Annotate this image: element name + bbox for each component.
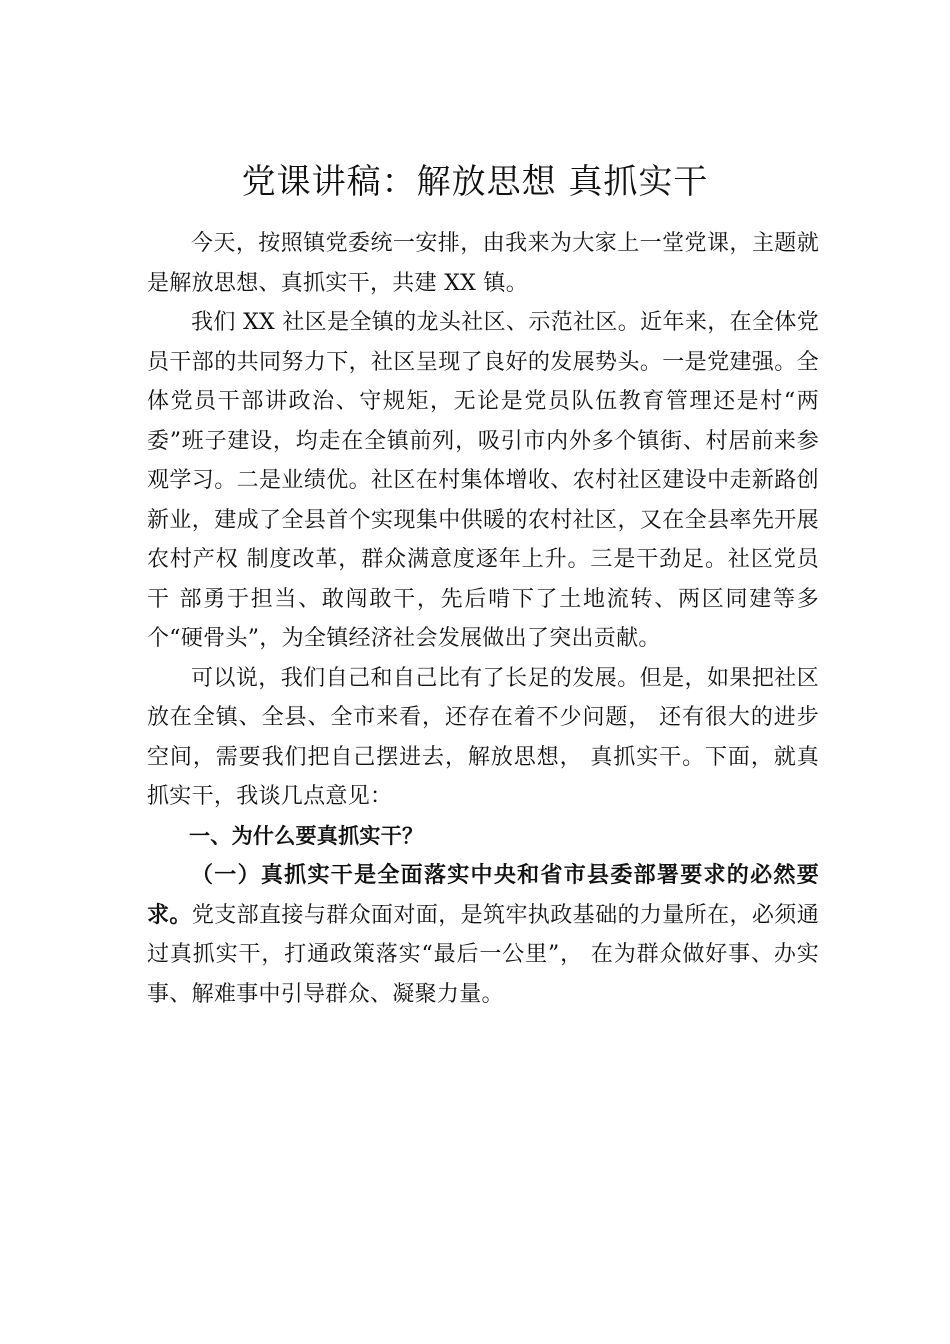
document-title: 党课讲稿：解放思想 真抓实干 (241, 162, 709, 202)
paragraph-subsection (147, 856, 819, 1014)
paragraph-transition: 可以说，我们自己和自己比有了长足的发展。但是，如果把社区放在全镇、全县、全市来看，还存在着不少问题， 还有很大的进步空间，需要我们把自己摆进去，解放思想， 真抓实干。下面，就真抓实干，我谈几点意见： (147, 665, 819, 809)
document-body (147, 224, 819, 1014)
section-heading: 一、为什么要真抓实干？ (189, 823, 424, 848)
subsection-lead: （一）真抓实干是全面落实中央和省市县委部署要求的必然要求。 (147, 862, 819, 928)
subsection-text: 党支部直接与群众面对面，是筑牢执政基础的力量所在，必须通过真抓实干，打通政策落实“最后一公里”， 在为群众做好事、办实事、解难事中引导群众、凝聚力量。 (147, 902, 819, 1007)
paragraph-intro: 今天，按照镇党委统一安排，由我来为大家上一堂党课，主题就是解放思想、真抓实干，共建 XX 镇。 (147, 231, 819, 296)
paragraph-community: 我们 XX 社区是全镇的龙头社区、示范社区。近年来，在全体党员干部的共同努力下，社区呈现了良好的发展势头。一是党建强。全体党员干部讲政治、守规矩，无论是党员队伍教育管理还是村“两委”班子建设，均走在全镇前列，吸引市内外多个镇街、村居前来参观学习。二是业绩优。社区在村集体增收、农村社区建设中走新路创新业，建成了全县首个实现集中供暖的农村社区，又在全县率先开展农村产权 制度改革，群众满意度逐年上升。三是干劲足。社区党员干 部勇于担当、敢闯敢干，先后啃下了土地流转、两区同建等多个“硬骨头”，为全镇经济社会发展做出了突出贡献。 (147, 310, 819, 651)
